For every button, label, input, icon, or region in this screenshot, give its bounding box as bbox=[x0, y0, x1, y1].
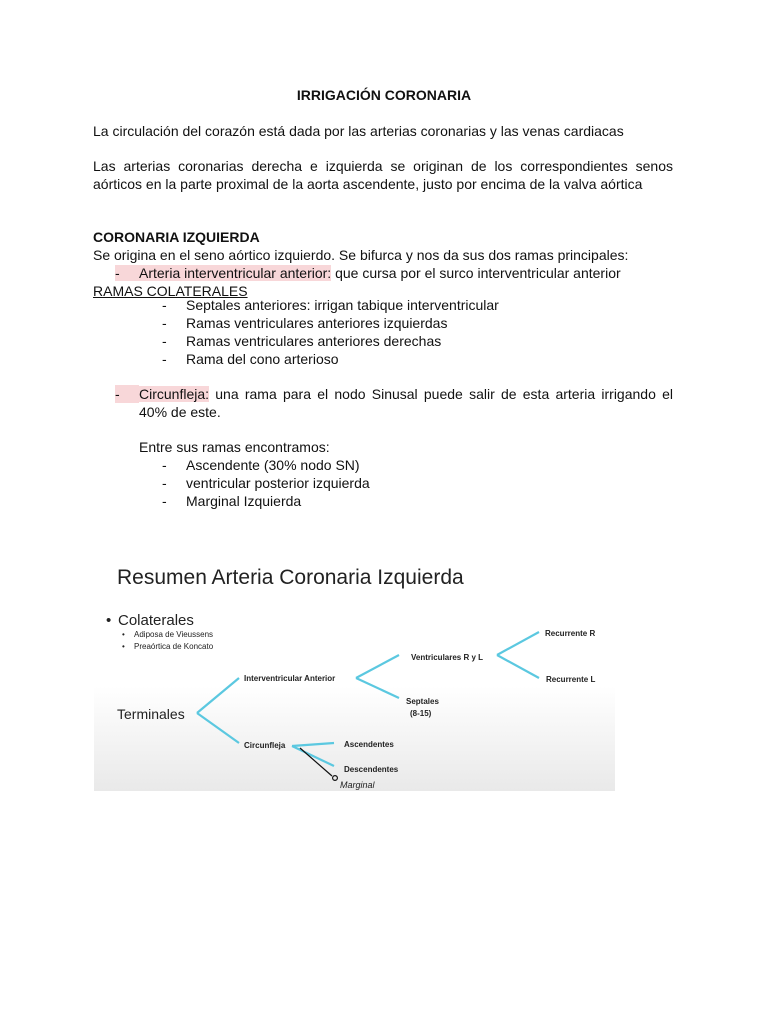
branch1-label: Arteria interventricular anterior: bbox=[139, 265, 332, 281]
descendentes-label: Descendentes bbox=[344, 765, 399, 774]
branch-diagram bbox=[94, 542, 615, 791]
branch1-item bbox=[115, 264, 621, 282]
branch1-text: que cursa por el surco interventricular anterior bbox=[331, 265, 621, 281]
origin-paragraph: Las arterias coronarias derecha e izquierda se originan de los correspondientes senos aórticos en la parte proximal de la aorta ascendente, justo por encima de la valva aórtica bbox=[93, 158, 673, 192]
septales-label: Septales bbox=[406, 697, 439, 706]
list-item: - ventricular posterior izquierda bbox=[162, 475, 370, 491]
colateral-item: Adiposa de Vieussens bbox=[134, 630, 214, 639]
colaterales-label: Colaterales bbox=[118, 612, 194, 629]
list-item: - Septales anteriores: irrigan tabique interventricular bbox=[162, 297, 499, 313]
coronary-summary-figure bbox=[94, 542, 615, 791]
list-item: - Ramas ventriculares anteriores izquierdas bbox=[162, 315, 448, 331]
interventricular-anterior-label: Interventricular Anterior bbox=[244, 674, 336, 683]
circunfleja-label: Circunfleja bbox=[244, 741, 286, 750]
collaterals-heading: RAMAS COLATERALES bbox=[93, 283, 248, 299]
branch2-item: - Circunfleja: una rama para el nodo Sinusal puede salir de esta arteria irrigando el 40% de este. bbox=[115, 386, 673, 420]
list-item: - Ramas ventriculares anteriores derechas bbox=[162, 333, 442, 349]
figure-title: Resumen Arteria Coronaria Izquierda bbox=[117, 566, 464, 589]
document-title: IRRIGACIÓN CORONARIA bbox=[296, 87, 472, 103]
dash: - bbox=[115, 265, 120, 281]
ventriculares-label: Ventriculares R y L bbox=[411, 653, 484, 662]
branch2-text: una rama para el nodo Sinusal puede salir de esta arteria irrigando el 40% de este. bbox=[139, 386, 673, 420]
branches-intro: Entre sus ramas encontramos: bbox=[139, 439, 330, 455]
branch2-label: Circunfleja: bbox=[139, 386, 210, 402]
recurrente-l-label: Recurrente L bbox=[546, 675, 596, 684]
list-item: - Ascendente (30% nodo SN) bbox=[162, 457, 360, 473]
branch1-highlight bbox=[115, 265, 331, 281]
bullet: • bbox=[122, 630, 125, 639]
colateral-item: Preaórtica de Koncato bbox=[134, 642, 214, 651]
marginal-node bbox=[333, 776, 338, 781]
list-item: - Rama del cono arterioso bbox=[162, 351, 339, 367]
terminales-label: Terminales bbox=[117, 706, 185, 722]
recurrente-r-label: Recurrente R bbox=[545, 629, 596, 638]
marginal-label: Marginal bbox=[340, 780, 375, 790]
origin-text: Se origina en el seno aórtico izquierdo. Se bifurca y nos da sus dos ramas principales: bbox=[93, 247, 629, 263]
septales-count: (8-15) bbox=[410, 709, 432, 718]
bullet: • bbox=[106, 612, 112, 629]
section-heading: CORONARIA IZQUIERDA bbox=[93, 229, 260, 245]
list-item: - Marginal Izquierda bbox=[162, 493, 302, 509]
ascendentes-label: Ascendentes bbox=[344, 740, 394, 749]
bullet: • bbox=[122, 642, 125, 651]
intro-paragraph: La circulación del corazón está dada por las arterias coronarias y las venas cardiacas bbox=[93, 123, 624, 139]
